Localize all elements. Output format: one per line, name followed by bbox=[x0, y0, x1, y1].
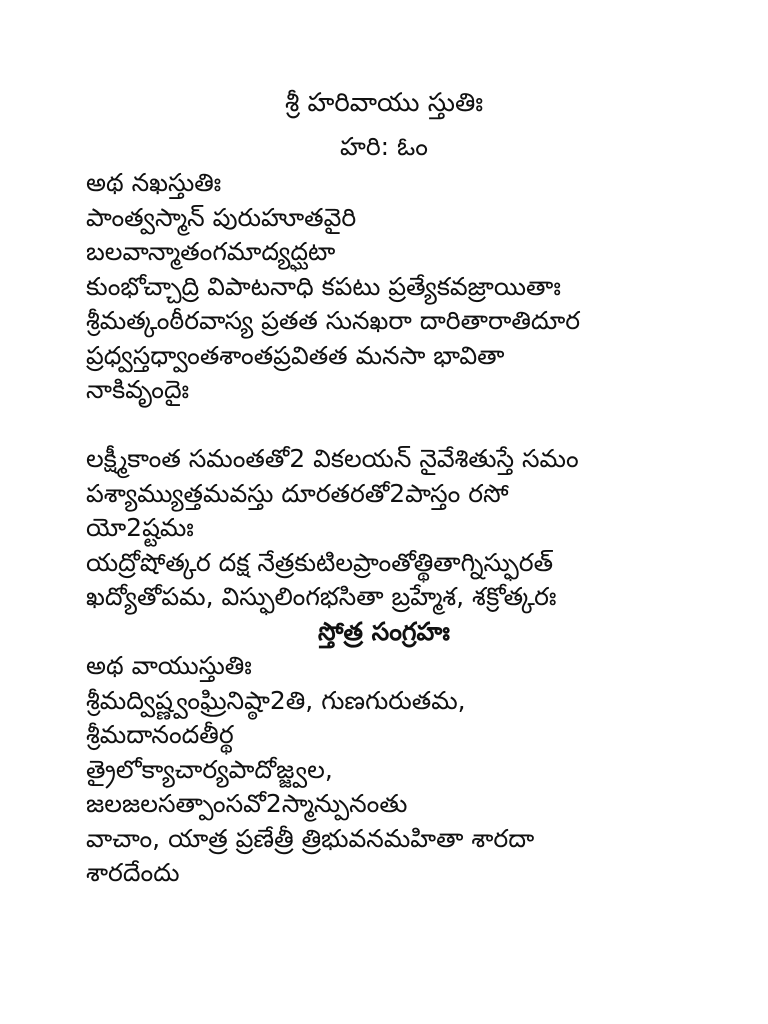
text-line: అథ నఖస్తుతిః bbox=[86, 168, 222, 197]
text-line: శారదేందు bbox=[86, 858, 180, 887]
text-line: అథ వాయుస్తుతిః bbox=[86, 651, 252, 680]
document-body bbox=[86, 166, 728, 891]
text-line: యో2ష్టమః bbox=[86, 513, 194, 542]
text-line: శ్రీమద్విష్ణ్వంఘ్రినిష్ఠా2తి, గుణగురుతమ, bbox=[86, 685, 466, 715]
text-line: శ్రీమదానందతీర్థ bbox=[86, 720, 234, 749]
text-line: నాకివృందైః bbox=[86, 375, 190, 404]
paragraph-break bbox=[86, 408, 728, 443]
text-line: పాంత్వస్మాన్ పురుహూతవైరి bbox=[86, 202, 357, 232]
section-heading: స్తోత్ర సంగ్రహః bbox=[318, 616, 450, 646]
text-line: ప్రధ్వస్తధ్వాంతశాంతప్రవితత మనసా భావితా bbox=[86, 340, 505, 370]
text-line: శ్రీమత్కంఠీరవాస్య ప్రతత సునఖరా దారితారాతిదూర bbox=[86, 306, 581, 335]
text-line: వాచాం, యాత్ర ప్రణేత్రీ త్రిభువనమహితా శారదా bbox=[86, 823, 535, 853]
text-line: జలజలసత్పాంసవో2స్మాన్పునంతు bbox=[86, 789, 408, 818]
text-line: లక్ష్మీకాంత సమంతతో2 వికలయన్ నైవేశితుస్తే సమం bbox=[86, 444, 579, 473]
text-line: ఖద్యోతోపమ, విస్ఫులింగభసితా బ్రహ్మేశ, శక్రోత్కరః bbox=[86, 582, 557, 611]
document-subtitle: హరి: ఓం bbox=[340, 132, 428, 161]
document-title: శ్రీ హరివాయు స్తుతిః bbox=[284, 88, 484, 118]
text-line: బలవాన్మాతంగమాద్యద్ఘటా bbox=[86, 237, 336, 266]
text-line: యద్రోషోత్కర దక్ష నేత్రకుటిలప్రాంతోత్థితాగ్నిస్ఫురత్ bbox=[86, 547, 554, 577]
text-line: కుంభోచ్చాద్రి విపాటనాధి కపటు ప్రత్యేకవజ్రాయితాః bbox=[86, 271, 561, 301]
text-line: త్రైలోక్యాచార్యపాదోజ్జ్వల, bbox=[86, 754, 333, 784]
text-line: పశ్యామ్యుత్తమవస్తు దూరతరతో2పాస్తం రసో bbox=[86, 478, 509, 508]
